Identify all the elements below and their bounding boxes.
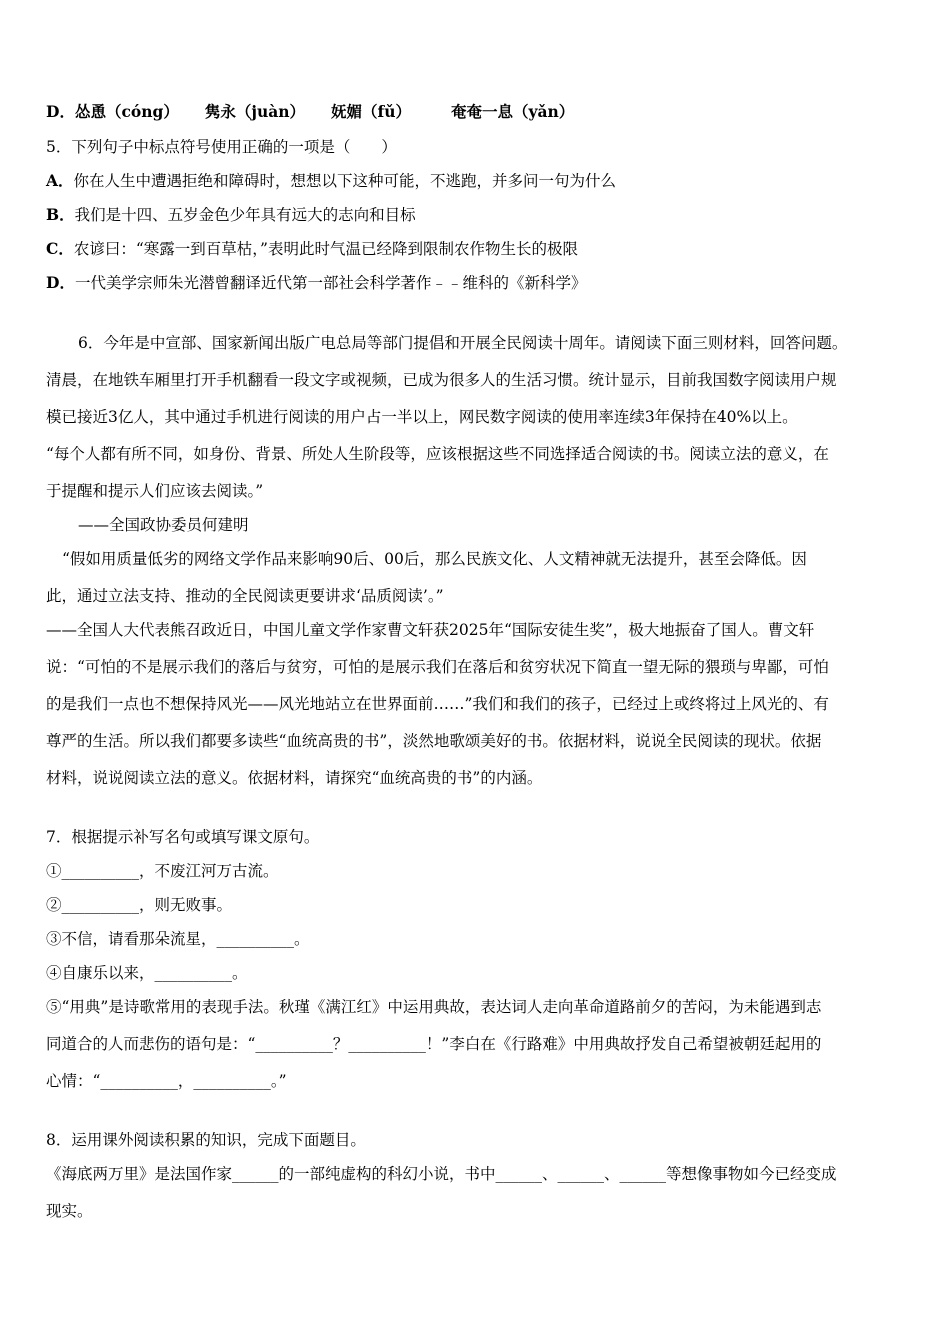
q5-stem: 5．下列句子中标点符号使用正确的一项是（ ） (46, 138, 397, 156)
q6-line: 模已接近3亿人，其中通过手机进行阅读的用户占一半以上，网民数字阅读的使用率连续3年保持在40%以上。 (46, 408, 798, 426)
q8-line: 现实。 (46, 1202, 93, 1220)
q6-attribution-1: ——全国政协委员何建明 (78, 516, 249, 534)
q4-word-4: 奄奄一息（yǎn） (450, 102, 575, 121)
q6-line: “每个人都有所不同，如身份、背景、所处人生阶段等，应该根据这些不同选择适合阅读的书。阅读立法的意义，在 (46, 445, 829, 463)
q6-line: 于提醒和提示人们应该去阅读。” (46, 482, 264, 500)
q6-line: 说：“可怕的不是展示我们的落后与贫穷，可怕的是展示我们在落后和贫穷状况下简直一望无际的猥琐与卑鄙，可怕 (46, 658, 829, 676)
q7-item-4: ④自康乐以来，__________。 (46, 964, 248, 982)
q5-option-text: 你在人生中遭遇拒绝和障碍时，想想以下这种可能，不逃跑，并多问一句为什么 (73, 172, 617, 190)
q6-line: ——全国人大代表熊召政近日，中国儿童文学作家曹文轩获2025年“国际安徒生奖”，极大地振奋了国人。曹文轩 (46, 621, 815, 639)
q7-item-3: ③不信，请看那朵流星，__________。 (46, 930, 310, 948)
q7-item-5: ⑤“用典”是诗歌常用的表现手法。秋瑾《满江红》中运用典故，表达词人走向革命道路前夕的苦闷，为未能遇到志 (46, 998, 822, 1016)
q4-option-d (46, 102, 574, 122)
q5-option-label: A． (46, 171, 74, 190)
q5-option-a (46, 171, 616, 191)
q5-option-d (46, 273, 586, 293)
q5-option-b (46, 205, 416, 225)
q6-line: 的是我们一点也不想保持风光——风光地站立在世界面前……”我们和我们的孩子，已经过上或终将过上风光的、有 (46, 695, 829, 713)
q7-item-5-cont: 同道合的人而悲伤的语句是：“__________？__________！”李白在《行路难》中用典故抒发自己希望被朝廷起用的 (46, 1035, 822, 1053)
q8-line: 《海底两万里》是法国作家______的一部纯虚构的科幻小说，书中______、______、______等想像事物如今已经变成 (46, 1165, 837, 1183)
q4-word-3: 妩媚（fǔ） (331, 102, 411, 121)
q6-line: 尊严的生活。所以我们都要多读些“血统高贵的书”，淡然地歌颂美好的书。依据材料，说说全民阅读的现状。依据 (46, 732, 822, 750)
q4-word-1: 怂恿（cóng） (74, 102, 179, 121)
q5-option-label: D． (46, 273, 75, 292)
q4-word-2: 隽永（juàn） (204, 102, 306, 121)
q6-stem: 6．今年是中宣部、国家新闻出版广电总局等部门提倡和开展全民阅读十周年。请阅读下面三则材料，回答问题。 (78, 334, 848, 352)
q5-option-text: 一代美学宗师朱光潜曾翻译近代第一部社会科学著作﹣﹣维科的《新科学》 (74, 274, 587, 292)
q6-line: 此，通过立法支持、推动的全民阅读更要讲求‘品质阅读’。” (46, 587, 444, 605)
q8-stem: 8．运用课外阅读积累的知识，完成下面题目。 (46, 1131, 366, 1149)
q4-option-d-label: D． (46, 102, 75, 121)
q5-option-label: C． (46, 239, 74, 258)
q5-option-text: 农谚曰：“寒露一到百草枯，”表明此时气温已经降到限制农作物生长的极限 (73, 240, 578, 258)
q7-item-5-cont: 心情：“__________，__________。” (46, 1072, 287, 1090)
q5-option-c (46, 239, 578, 259)
q6-line: 材料，说说阅读立法的意义。依据材料，请探究“血统高贵的书”的内涵。 (46, 769, 543, 787)
q5-option-text: 我们是十四、五岁金色少年具有远大的志向和目标 (74, 206, 416, 224)
q7-item-2: ②__________，则无败事。 (46, 896, 233, 914)
q7-stem: 7．根据提示补写名句或填写课文原句。 (46, 828, 320, 846)
q7-item-1: ①__________，不废江河万古流。 (46, 862, 279, 880)
q6-line: “假如用质量低劣的网络文学作品来影响90后、00后，那么民族文化、人文精神就无法提升，甚至会降低。因 (62, 550, 807, 568)
q6-line: 清晨，在地铁车厢里打开手机翻看一段文字或视频，已成为很多人的生活习惯。统计显示，目前我国数字阅读用户规 (46, 371, 837, 389)
q5-option-label: B． (46, 205, 75, 224)
